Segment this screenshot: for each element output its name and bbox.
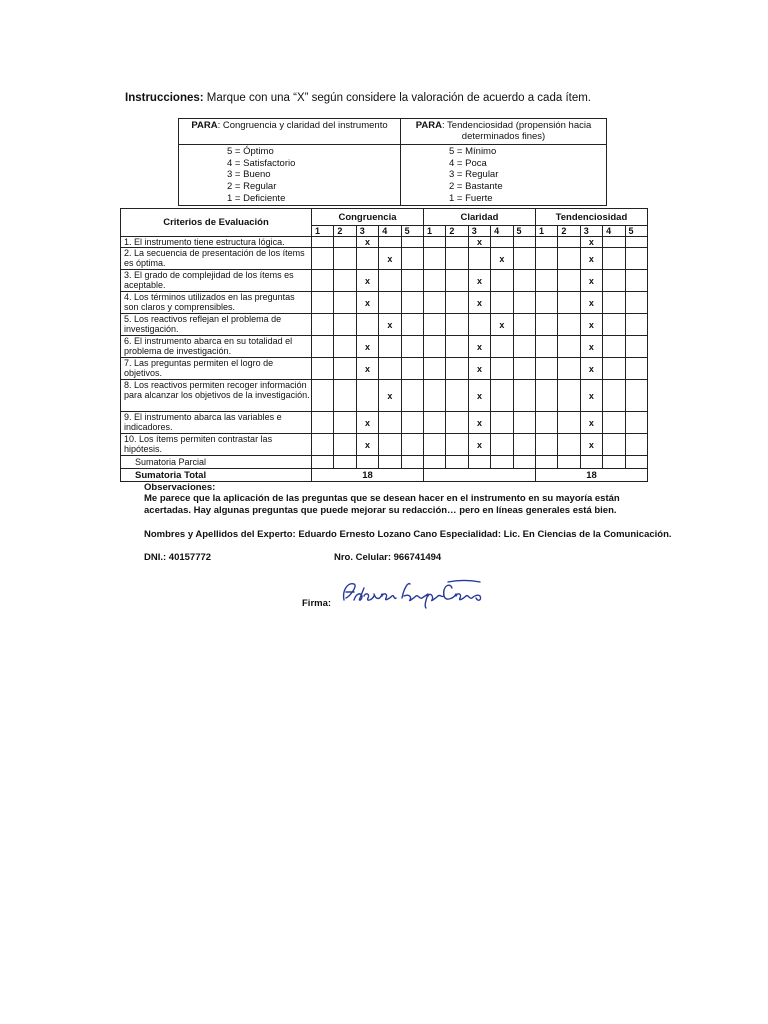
- rating-cell: [603, 237, 625, 248]
- rating-cell: [423, 434, 445, 456]
- criteria-row: [121, 248, 648, 270]
- rating-cell: [379, 434, 401, 456]
- group-header-congruencia: Congruencia: [312, 209, 424, 226]
- rating-cell: [603, 248, 625, 270]
- rating-cell: [558, 237, 580, 248]
- rating-cell: [558, 336, 580, 358]
- expert-names: Nombres y Apellidos del Experto: Eduardo Ernesto Lozano Cano Especialidad: Lic. En Ciencias de la Comunicación.: [144, 529, 672, 540]
- rating-cell: [423, 270, 445, 292]
- legend-right-scale-item: 1 = Fuerte: [449, 192, 493, 204]
- criteria-text: 8. Los reactivos permiten recoger información para alcanzar los objetivos de la investigación.: [121, 380, 312, 412]
- rating-mark: x: [356, 292, 378, 314]
- scale-number: 5: [625, 226, 647, 237]
- criteria-text: 2. La secuencia de presentación de los ítems es óptima.: [121, 248, 312, 270]
- scale-number: 1: [423, 226, 445, 237]
- rating-cell: [312, 314, 334, 336]
- rating-mark: x: [468, 380, 490, 412]
- legend-right-scale-item: 2 = Bastante: [449, 181, 503, 193]
- criteria-row: [121, 270, 648, 292]
- group-header-claridad: Claridad: [423, 209, 535, 226]
- rating-mark: x: [468, 358, 490, 380]
- partial-sum-cell: [379, 456, 401, 469]
- rating-cell: [558, 248, 580, 270]
- rating-cell: [513, 314, 535, 336]
- partial-sum-cell: [468, 456, 490, 469]
- criteria-row: [121, 336, 648, 358]
- partial-sum-cell: [625, 456, 647, 469]
- expert-phone: Nro. Celular: 966741494: [334, 552, 442, 563]
- rating-cell: [401, 412, 423, 434]
- signature-label: Firma:: [302, 598, 332, 609]
- rating-cell: [558, 412, 580, 434]
- scale-number: 3: [356, 226, 378, 237]
- instructions-line: [125, 92, 591, 104]
- criteria-text: 3. El grado de complejidad de los ítems es aceptable.: [121, 270, 312, 292]
- rating-cell: [401, 358, 423, 380]
- rating-cell: [334, 434, 356, 456]
- rating-cell: [312, 292, 334, 314]
- rating-cell: [446, 336, 468, 358]
- rating-cell: [558, 380, 580, 412]
- rating-cell: [401, 380, 423, 412]
- rating-cell: [625, 314, 647, 336]
- expert-dni: DNI.: 40157772: [144, 552, 212, 563]
- rating-cell: [491, 270, 513, 292]
- criteria-text: 4. Los términos utilizados en las preguntas son claros y comprensibles.: [121, 292, 312, 314]
- rating-cell: [312, 380, 334, 412]
- observations-label: Observaciones:: [144, 482, 216, 493]
- criteria-text: 7. Las preguntas permiten el logro de objetivos.: [121, 358, 312, 380]
- rating-cell: [625, 336, 647, 358]
- rating-cell: [446, 358, 468, 380]
- rating-mark: x: [580, 412, 602, 434]
- rating-cell: [312, 336, 334, 358]
- rating-cell: [558, 434, 580, 456]
- rating-mark: x: [580, 358, 602, 380]
- rating-cell: [603, 292, 625, 314]
- rating-cell: [491, 336, 513, 358]
- partial-sum-cell: [580, 456, 602, 469]
- rating-mark: x: [580, 314, 602, 336]
- rating-cell: [603, 314, 625, 336]
- rating-cell: [625, 434, 647, 456]
- total-row: [121, 469, 648, 482]
- scale-legend-table: [178, 118, 607, 206]
- rating-mark: x: [356, 412, 378, 434]
- rating-cell: [334, 380, 356, 412]
- rating-cell: [334, 237, 356, 248]
- rating-cell: [356, 314, 378, 336]
- rating-cell: [491, 237, 513, 248]
- criteria-row: [121, 292, 648, 314]
- rating-cell: [535, 434, 557, 456]
- rating-cell: [312, 248, 334, 270]
- scale-number: 1: [535, 226, 557, 237]
- legend-left-scale: [179, 145, 401, 206]
- criteria-row: [121, 412, 648, 434]
- rating-cell: [513, 336, 535, 358]
- rating-cell: [491, 434, 513, 456]
- legend-left-scale-item: 1 = Deficiente: [227, 192, 286, 204]
- instructions-text: Marque con una “X” según considere la valoración de acuerdo a cada ítem.: [203, 92, 592, 104]
- rating-cell: [401, 292, 423, 314]
- legend-left-header-text: : Congruencia y claridad del instrumento: [217, 120, 388, 131]
- rating-cell: [312, 358, 334, 380]
- partial-sum-cell: [334, 456, 356, 469]
- scale-number: 5: [513, 226, 535, 237]
- rating-cell: [468, 314, 490, 336]
- rating-cell: [334, 248, 356, 270]
- rating-cell: [446, 412, 468, 434]
- scale-number: 4: [491, 226, 513, 237]
- rating-mark: x: [379, 314, 401, 336]
- rating-cell: [379, 270, 401, 292]
- rating-cell: [423, 314, 445, 336]
- rating-cell: [401, 237, 423, 248]
- criteria-header: Criterios de Evaluación: [121, 209, 312, 237]
- rating-cell: [401, 336, 423, 358]
- legend-left-header-label: PARA: [191, 120, 218, 131]
- rating-cell: [401, 270, 423, 292]
- rating-cell: [603, 358, 625, 380]
- rating-mark: x: [356, 237, 378, 248]
- partial-sum-cell: [491, 456, 513, 469]
- partial-sum-cell: [312, 456, 334, 469]
- legend-right-scale-item: 4 = Poca: [449, 157, 487, 169]
- rating-mark: x: [468, 412, 490, 434]
- rating-cell: [535, 270, 557, 292]
- rating-mark: x: [468, 336, 490, 358]
- rating-cell: [625, 270, 647, 292]
- rating-mark: x: [580, 336, 602, 358]
- rating-cell: [446, 292, 468, 314]
- rating-cell: [513, 270, 535, 292]
- rating-mark: x: [491, 314, 513, 336]
- scale-number: 4: [603, 226, 625, 237]
- scale-number: 1: [312, 226, 334, 237]
- rating-cell: [423, 358, 445, 380]
- partial-sum-cell: [603, 456, 625, 469]
- rating-mark: x: [580, 434, 602, 456]
- evaluation-table: [120, 208, 648, 482]
- rating-cell: [513, 412, 535, 434]
- rating-cell: [603, 270, 625, 292]
- rating-cell: [513, 380, 535, 412]
- rating-cell: [603, 412, 625, 434]
- rating-cell: [625, 358, 647, 380]
- legend-right-header-label: PARA: [415, 120, 442, 131]
- rating-cell: [334, 314, 356, 336]
- rating-cell: [334, 270, 356, 292]
- rating-cell: [513, 248, 535, 270]
- rating-cell: [625, 248, 647, 270]
- partial-sum-cell: [423, 456, 445, 469]
- rating-mark: x: [580, 237, 602, 248]
- rating-cell: [446, 434, 468, 456]
- criteria-row: [121, 380, 648, 412]
- rating-cell: [603, 434, 625, 456]
- rating-cell: [558, 358, 580, 380]
- rating-mark: x: [468, 270, 490, 292]
- rating-cell: [379, 237, 401, 248]
- rating-cell: [379, 336, 401, 358]
- rating-cell: [423, 292, 445, 314]
- rating-cell: [535, 380, 557, 412]
- rating-cell: [334, 412, 356, 434]
- rating-cell: [312, 270, 334, 292]
- rating-mark: x: [379, 248, 401, 270]
- partial-sum-cell: [401, 456, 423, 469]
- instructions-label: Instrucciones:: [125, 92, 204, 104]
- observations-text: Me parece que la aplicación de las preguntas que se desean hacer en el instrumento en su mayoría están acertadas. Hay algunas preguntas que puede mejorar su redacción… pero en líneas generales está bien.: [144, 493, 620, 516]
- total-label: Sumatoria Total: [121, 469, 312, 482]
- total-tendenciosidad: 18: [535, 469, 647, 482]
- scale-number: 3: [468, 226, 490, 237]
- partial-sum-cell: [513, 456, 535, 469]
- scale-number: 2: [558, 226, 580, 237]
- rating-cell: [401, 314, 423, 336]
- rating-mark: x: [491, 248, 513, 270]
- total-congruencia: 18: [312, 469, 424, 482]
- rating-cell: [625, 412, 647, 434]
- rating-cell: [603, 336, 625, 358]
- rating-cell: [379, 412, 401, 434]
- total-claridad: [423, 469, 535, 482]
- rating-cell: [535, 336, 557, 358]
- rating-cell: [491, 292, 513, 314]
- rating-cell: [334, 292, 356, 314]
- partial-sum-cell: [446, 456, 468, 469]
- rating-cell: [312, 237, 334, 248]
- rating-cell: [312, 412, 334, 434]
- rating-cell: [513, 292, 535, 314]
- rating-cell: [558, 292, 580, 314]
- criteria-row: [121, 237, 648, 248]
- legend-right-scale-item: 3 = Regular: [449, 169, 499, 181]
- rating-cell: [491, 358, 513, 380]
- rating-cell: [446, 380, 468, 412]
- partial-sum-cell: [356, 456, 378, 469]
- rating-cell: [356, 380, 378, 412]
- rating-cell: [625, 237, 647, 248]
- rating-cell: [535, 358, 557, 380]
- rating-cell: [423, 248, 445, 270]
- rating-cell: [513, 237, 535, 248]
- rating-cell: [468, 248, 490, 270]
- rating-cell: [401, 248, 423, 270]
- rating-cell: [535, 292, 557, 314]
- criteria-row: [121, 314, 648, 336]
- rating-cell: [446, 314, 468, 336]
- criteria-row: [121, 434, 648, 456]
- rating-cell: [423, 412, 445, 434]
- rating-cell: [535, 248, 557, 270]
- rating-cell: [603, 380, 625, 412]
- rating-cell: [535, 412, 557, 434]
- rating-mark: x: [468, 434, 490, 456]
- rating-mark: x: [356, 358, 378, 380]
- rating-cell: [558, 314, 580, 336]
- rating-mark: x: [580, 270, 602, 292]
- rating-cell: [491, 380, 513, 412]
- rating-cell: [312, 434, 334, 456]
- criteria-text: 5. Los reactivos reflejan el problema de investigación.: [121, 314, 312, 336]
- scale-number: 4: [379, 226, 401, 237]
- rating-mark: x: [356, 434, 378, 456]
- legend-right-header: [401, 119, 607, 145]
- legend-left-header: [179, 119, 401, 145]
- criteria-text: 1. El instrumento tiene estructura lógica.: [121, 237, 312, 248]
- rating-cell: [446, 237, 468, 248]
- rating-cell: [334, 358, 356, 380]
- rating-cell: [379, 292, 401, 314]
- rating-cell: [558, 270, 580, 292]
- rating-cell: [625, 292, 647, 314]
- rating-cell: [423, 380, 445, 412]
- rating-cell: [334, 336, 356, 358]
- rating-mark: x: [468, 292, 490, 314]
- rating-cell: [625, 380, 647, 412]
- criteria-text: 10. Los ítems permiten contrastar las hipótesis.: [121, 434, 312, 456]
- rating-mark: x: [580, 380, 602, 412]
- rating-mark: x: [580, 292, 602, 314]
- partial-sum-row: [121, 456, 648, 469]
- rating-cell: [423, 336, 445, 358]
- legend-left-scale-item: 3 = Bueno: [227, 169, 271, 181]
- partial-sum-cell: [535, 456, 557, 469]
- legend-left-scale-item: 4 = Satisfactorio: [227, 157, 296, 169]
- rating-cell: [423, 237, 445, 248]
- rating-mark: x: [468, 237, 490, 248]
- criteria-row: [121, 358, 648, 380]
- rating-cell: [446, 270, 468, 292]
- rating-cell: [513, 358, 535, 380]
- group-header-tendenciosidad: Tendenciosidad: [535, 209, 647, 226]
- scale-number: 2: [334, 226, 356, 237]
- rating-cell: [401, 434, 423, 456]
- legend-right-header-text: : Tendenciosidad (propensión hacia determinados fines): [441, 120, 592, 142]
- legend-left-scale-item: 2 = Regular: [227, 181, 277, 193]
- legend-right-scale: [401, 145, 607, 206]
- signature-image: [338, 574, 498, 614]
- scale-number: 2: [446, 226, 468, 237]
- legend-right-scale-item: 5 = Mínimo: [449, 146, 497, 157]
- rating-mark: x: [356, 336, 378, 358]
- rating-mark: x: [580, 248, 602, 270]
- rating-mark: x: [356, 270, 378, 292]
- scale-number: 3: [580, 226, 602, 237]
- rating-cell: [513, 434, 535, 456]
- rating-cell: [446, 248, 468, 270]
- criteria-text: 6. El instrumento abarca en su totalidad el problema de investigación.: [121, 336, 312, 358]
- scale-number: 5: [401, 226, 423, 237]
- legend-left-scale-item: 5 = Óptimo: [227, 146, 274, 157]
- rating-cell: [535, 314, 557, 336]
- partial-sum-label: Sumatoria Parcial: [121, 456, 312, 469]
- criteria-text: 9. El instrumento abarca las variables e indicadores.: [121, 412, 312, 434]
- rating-mark: x: [379, 380, 401, 412]
- rating-cell: [379, 358, 401, 380]
- rating-cell: [491, 412, 513, 434]
- rating-cell: [535, 237, 557, 248]
- partial-sum-cell: [558, 456, 580, 469]
- rating-cell: [356, 248, 378, 270]
